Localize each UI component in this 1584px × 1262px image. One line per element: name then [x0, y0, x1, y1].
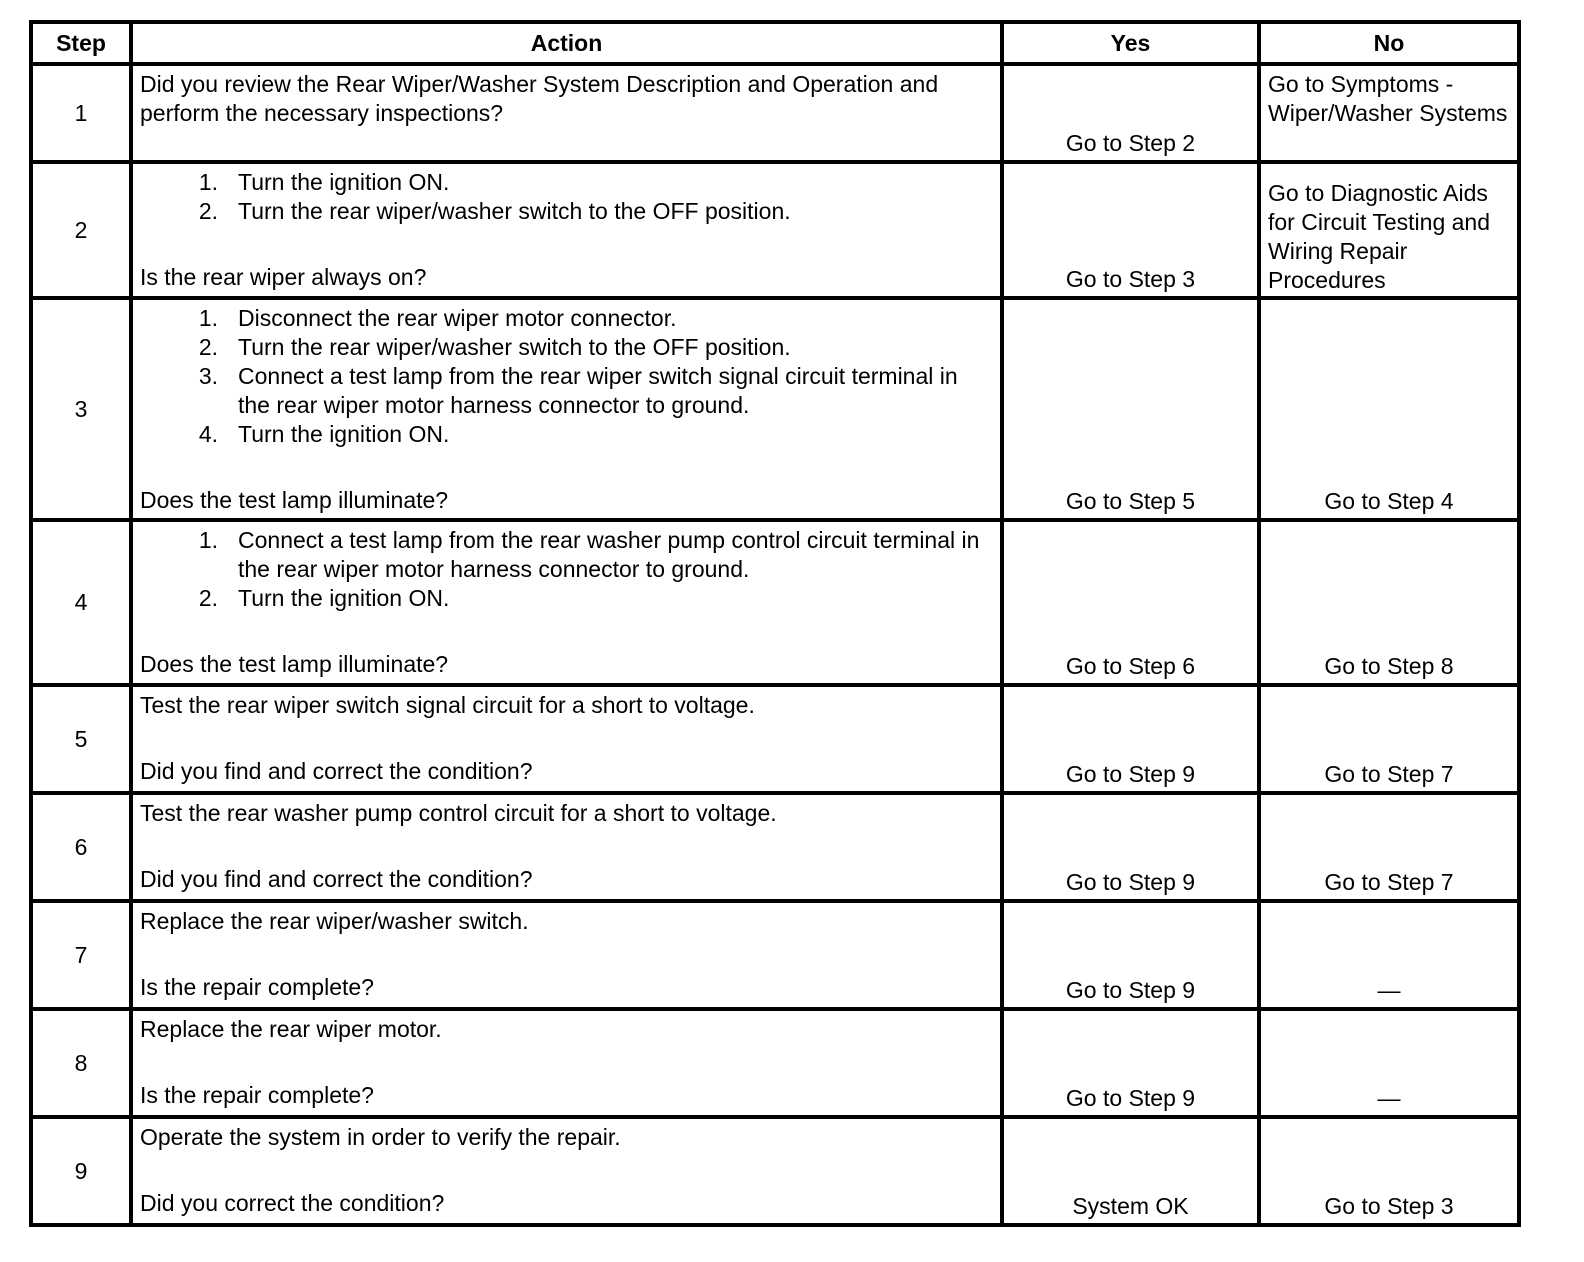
action-instruction: Operate the system in order to verify the repair.: [140, 1124, 621, 1150]
action-cell: [131, 1009, 1002, 1117]
action-question: Did you find and correct the condition?: [140, 866, 533, 892]
action-cell: [131, 298, 1002, 520]
header-no: No: [1259, 22, 1519, 64]
no-cell: Go to Step 7: [1259, 793, 1519, 901]
step-number: 4: [31, 520, 131, 685]
list-item: 1. Connect a test lamp from the rear washer pump control circuit terminal in the rear wiper motor harness connector to ground.: [198, 527, 980, 582]
table-row: [31, 162, 1519, 298]
action-steps-list: [140, 304, 993, 449]
action-question: Did you review the Rear Wiper/Washer System Description and Operation and perform the necessary inspections?: [140, 71, 939, 126]
yes-cell: Go to Step 2: [1002, 64, 1259, 162]
no-cell: —: [1259, 1009, 1519, 1117]
list-item: 2. Turn the ignition ON.: [198, 585, 450, 611]
header-action: Action: [131, 22, 1002, 64]
list-item: 1. Disconnect the rear wiper motor connector.: [198, 305, 677, 331]
list-item: 2. Turn the rear wiper/washer switch to the OFF position.: [198, 198, 791, 224]
action-instruction: Replace the rear wiper motor.: [140, 1016, 442, 1042]
step-number: 7: [31, 901, 131, 1009]
action-cell: [131, 1117, 1002, 1225]
action-cell: [131, 64, 1002, 162]
table-row: [31, 298, 1519, 520]
action-instruction: Test the rear washer pump control circuit for a short to voltage.: [140, 800, 777, 826]
table-row: [31, 901, 1519, 1009]
step-number: 9: [31, 1117, 131, 1225]
table-row: [31, 1117, 1519, 1225]
action-question: Is the repair complete?: [140, 1082, 374, 1108]
header-step: Step: [31, 22, 131, 64]
action-cell: [131, 901, 1002, 1009]
action-cell: [131, 162, 1002, 298]
action-steps-list: [140, 168, 993, 226]
no-cell: Go to Step 7: [1259, 685, 1519, 793]
yes-cell: Go to Step 3: [1002, 162, 1259, 298]
yes-cell: System OK: [1002, 1117, 1259, 1225]
action-question: Does the test lamp illuminate?: [140, 651, 449, 677]
action-question: Did you find and correct the condition?: [140, 758, 533, 784]
step-number: 6: [31, 793, 131, 901]
table-row: [31, 1009, 1519, 1117]
table-row: [31, 64, 1519, 162]
action-cell: [131, 520, 1002, 685]
action-question: Did you correct the condition?: [140, 1190, 445, 1216]
step-number: 5: [31, 685, 131, 793]
yes-cell: Go to Step 9: [1002, 685, 1259, 793]
yes-cell: Go to Step 9: [1002, 793, 1259, 901]
list-item: 1. Turn the ignition ON.: [198, 169, 450, 195]
list-item: 4. Turn the ignition ON.: [198, 421, 450, 447]
step-number: 8: [31, 1009, 131, 1117]
table-row: [31, 793, 1519, 901]
yes-cell: Go to Step 9: [1002, 1009, 1259, 1117]
no-cell: —: [1259, 901, 1519, 1009]
no-cell: Go to Symptoms - Wiper/Washer Systems: [1259, 64, 1519, 162]
no-cell: Go to Step 3: [1259, 1117, 1519, 1225]
action-question: Does the test lamp illuminate?: [140, 487, 449, 513]
step-number: 1: [31, 64, 131, 162]
action-question: Is the rear wiper always on?: [140, 264, 427, 290]
action-instruction: Test the rear wiper switch signal circuit for a short to voltage.: [140, 692, 755, 718]
list-item: 2. Turn the rear wiper/washer switch to the OFF position.: [198, 334, 791, 360]
step-number: 2: [31, 162, 131, 298]
action-steps-list: [140, 526, 993, 613]
header-row: [31, 22, 1519, 64]
action-cell: [131, 793, 1002, 901]
action-cell: [131, 685, 1002, 793]
table-row: [31, 685, 1519, 793]
diagnostic-table: [29, 20, 1521, 1227]
yes-cell: Go to Step 6: [1002, 520, 1259, 685]
yes-cell: Go to Step 9: [1002, 901, 1259, 1009]
table-row: [31, 520, 1519, 685]
action-question: Is the repair complete?: [140, 974, 374, 1000]
step-number: 3: [31, 298, 131, 520]
list-item: 3. Connect a test lamp from the rear wiper switch signal circuit terminal in the rear wiper motor harness connector to ground.: [198, 363, 958, 418]
action-instruction: Replace the rear wiper/washer switch.: [140, 908, 529, 934]
no-cell: Go to Diagnostic Aids for Circuit Testing and Wiring Repair Procedures: [1259, 162, 1519, 298]
no-cell: Go to Step 8: [1259, 520, 1519, 685]
no-cell: Go to Step 4: [1259, 298, 1519, 520]
yes-cell: Go to Step 5: [1002, 298, 1259, 520]
header-yes: Yes: [1002, 22, 1259, 64]
